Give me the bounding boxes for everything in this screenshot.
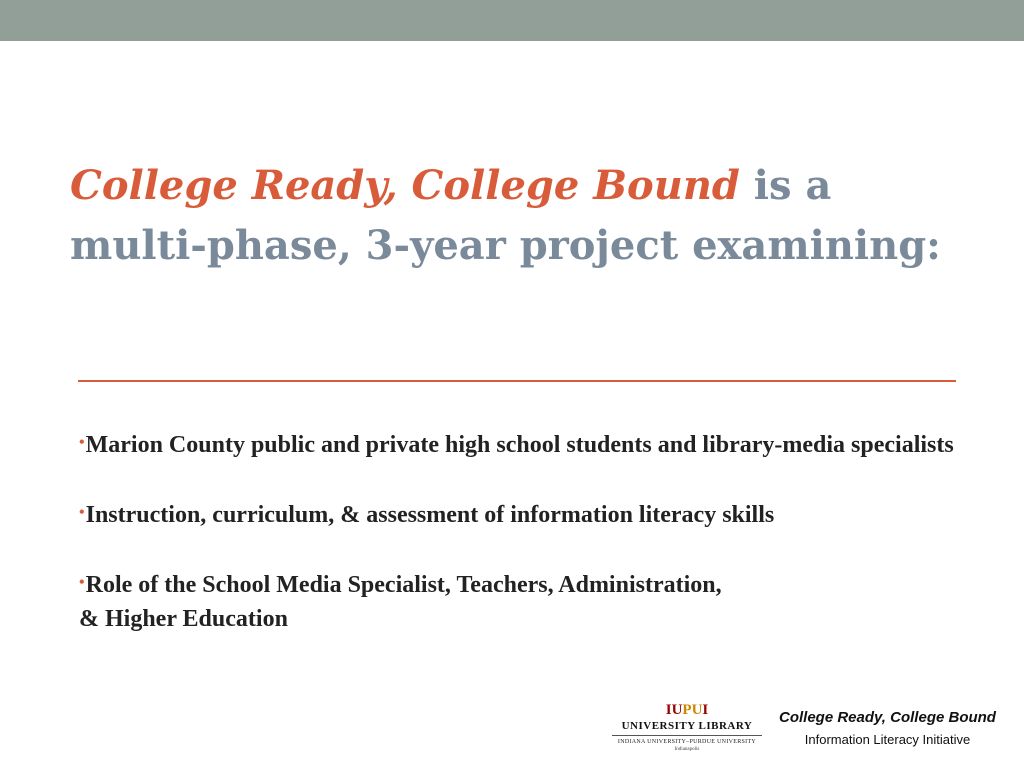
logo-wordmark-pu: PU bbox=[682, 702, 703, 718]
iupui-library-logo bbox=[612, 702, 762, 760]
footer-project-subtitle: Information Literacy Initiative bbox=[804, 732, 971, 747]
footer-project-title: College Ready, College Bound bbox=[779, 709, 996, 726]
bullet-dot-icon: • bbox=[79, 434, 85, 451]
bullet-text: Role of the School Media Specialist, Teachers, Administration, bbox=[85, 572, 722, 598]
logo-university-name: INDIANA UNIVERSITY–PURDUE UNIVERSITY bbox=[617, 739, 757, 745]
bullet-item bbox=[79, 498, 979, 530]
title-description: is a multi-phase, 3-year project examining: bbox=[70, 162, 941, 269]
bullet-item bbox=[79, 428, 979, 460]
slide-title bbox=[70, 156, 950, 276]
logo-wordmark bbox=[612, 702, 762, 719]
title-project-name: College Ready, College Bound bbox=[70, 162, 740, 209]
top-banner bbox=[0, 0, 1024, 41]
logo-city: Indianapolis bbox=[674, 747, 700, 752]
bullet-text: Instruction, curriculum, & assessment of information literacy skills bbox=[85, 502, 775, 528]
bullet-text-continuation: & Higher Education bbox=[79, 606, 288, 632]
bullet-item bbox=[79, 568, 979, 634]
bullet-dot-icon: • bbox=[79, 504, 85, 521]
bullet-list bbox=[79, 428, 979, 634]
logo-library-name: UNIVERSITY LIBRARY bbox=[621, 720, 753, 732]
logo-wordmark-iu: IU bbox=[665, 702, 683, 718]
bullet-text: Marion County public and private high school students and library-media specialists bbox=[85, 432, 954, 458]
bullet-dot-icon: • bbox=[79, 574, 85, 591]
logo-wordmark-i: I bbox=[702, 702, 709, 718]
logo-divider bbox=[612, 735, 762, 736]
title-divider bbox=[78, 380, 956, 382]
